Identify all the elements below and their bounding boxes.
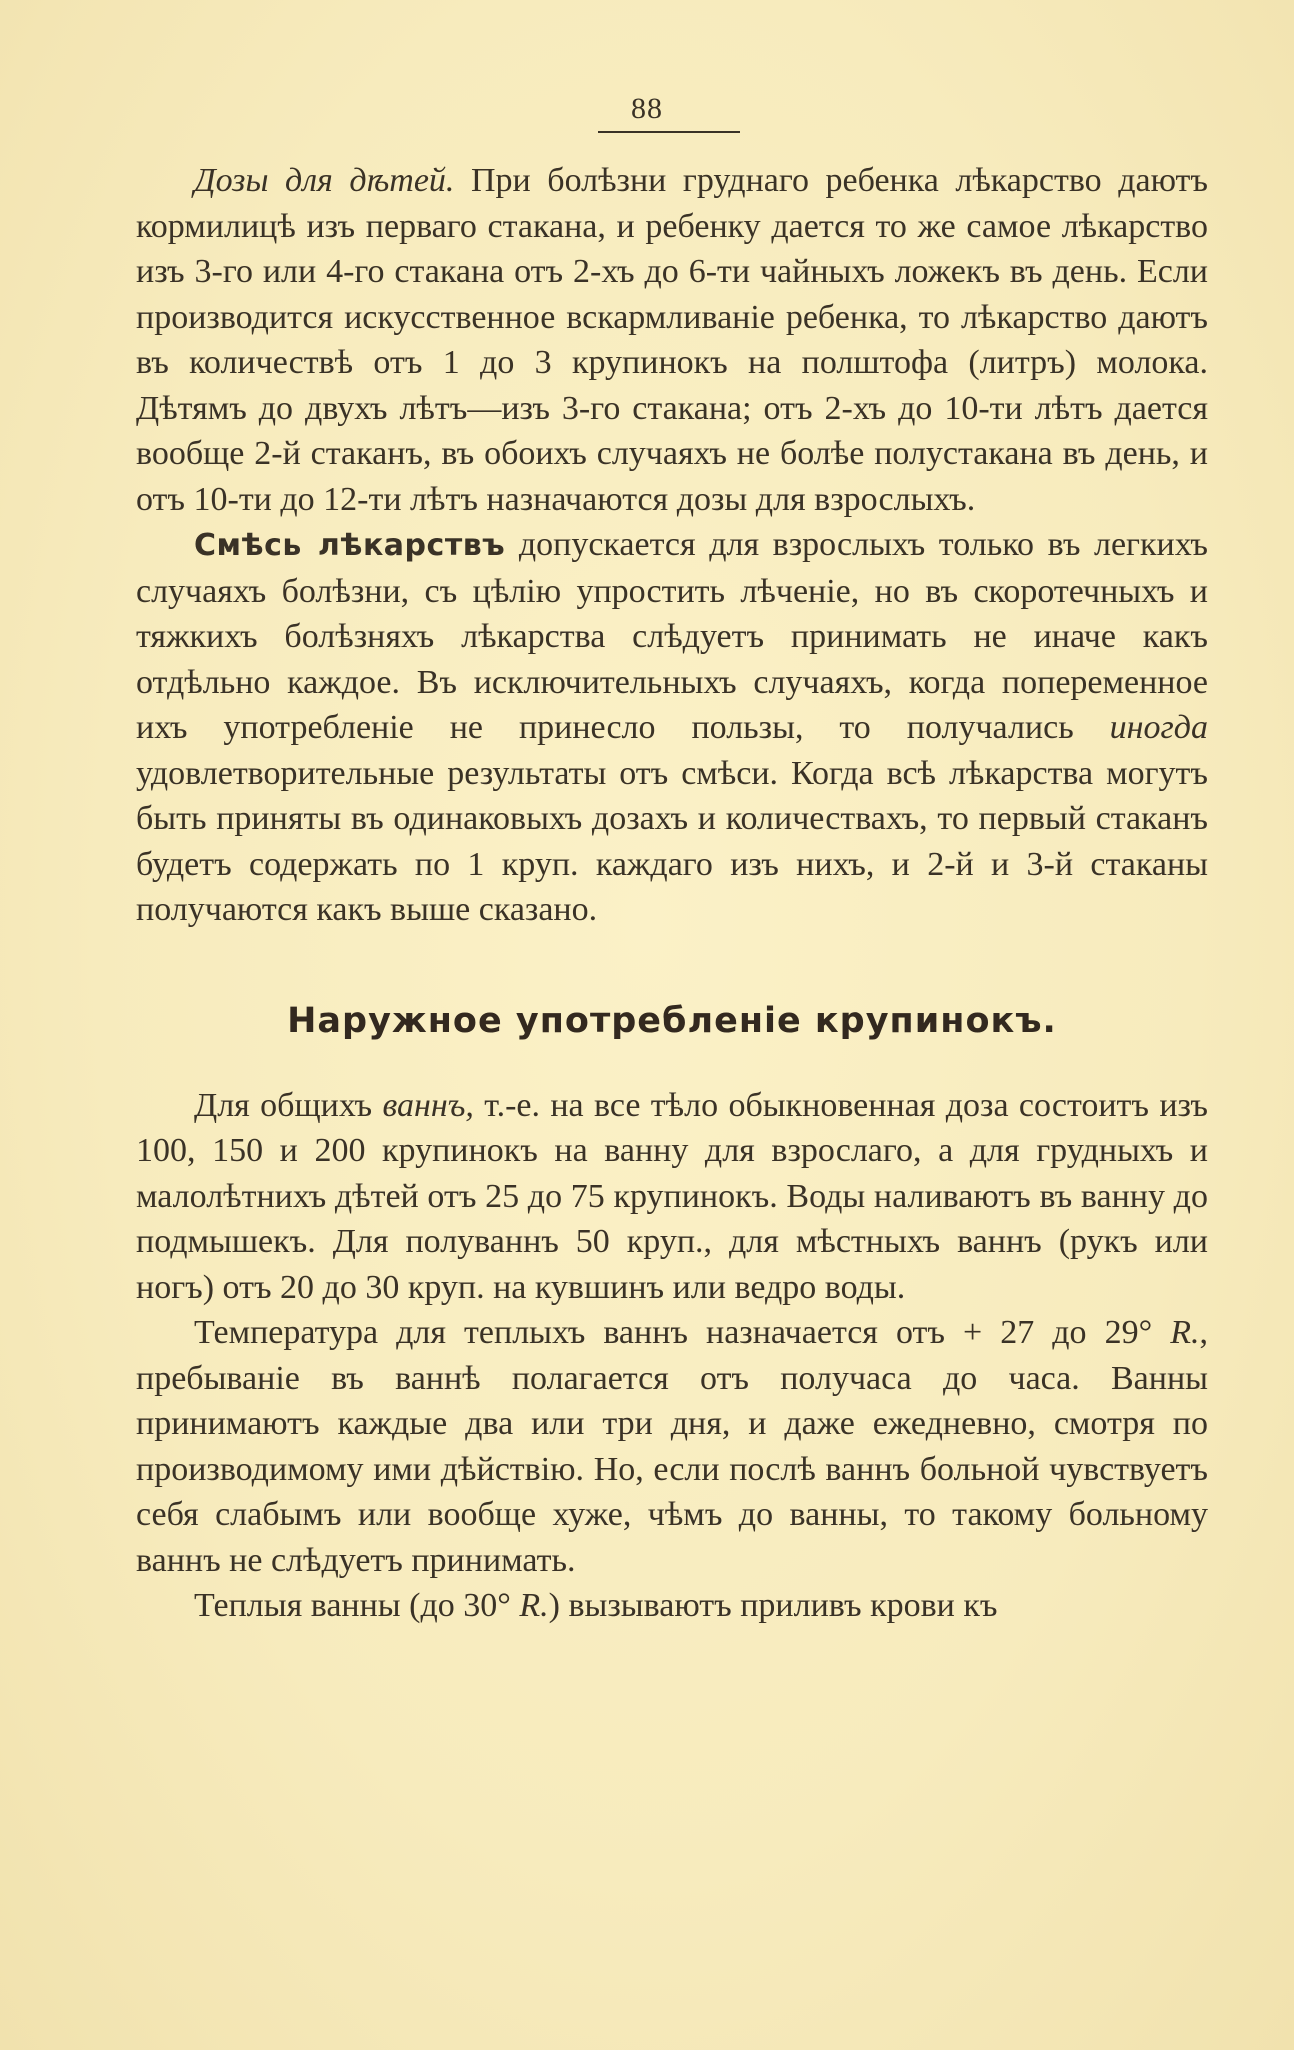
paragraph-italic-word: R. — [519, 1587, 549, 1624]
paragraph-italic-word: R. — [1170, 1314, 1200, 1351]
paragraph-lead-bold: Смѣсь лѣкарствъ — [194, 528, 506, 563]
paragraph-text: , пребываніе въ ваннѣ полагается отъ получаса до часа. Ванны принимаютъ каждые два или три дня, и даже ежедневно, смотря по производимому ими дѣйствію. Но, если послѣ ваннъ больной чувствуетъ себя слабымъ или вообще хуже, чѣмъ до ванны, то такому больному ваннъ не слѣдуетъ принимать. — [136, 1314, 1208, 1579]
paragraph-general-baths — [136, 1083, 1208, 1311]
paragraph-italic-word: иногда — [1109, 709, 1208, 746]
paragraph-text: ) вызываютъ приливъ крови къ — [548, 1587, 998, 1624]
paragraph-text: удовлетворительные результаты отъ смѣси. Когда всѣ лѣкарства могутъ быть приняты въ одинаковыхъ дозахъ и количествахъ, то первый стаканъ будетъ содержать по 1 круп. каждаго изъ нихъ, и 2-й и 3-й стаканы получаются какъ выше сказано. — [136, 754, 1208, 928]
paragraph-italic-word: ваннъ, — [382, 1086, 474, 1124]
paragraph-text: Теплыя ванны (до 30° — [194, 1587, 520, 1624]
paragraph-warm-baths — [136, 1583, 1208, 1629]
header-rule — [598, 131, 740, 133]
paragraph-text: Температура для теплыхъ ваннъ назначается отъ + 27 до 29° — [194, 1314, 1171, 1351]
paragraph-mixture-of-medicines — [136, 522, 1208, 933]
page-body — [136, 158, 1208, 1629]
paragraph-text: допускается для взрослыхъ только въ легкихъ случаяхъ болѣзни, съ цѣлію упростить лѣченіе, но въ скоротечныхъ и тяжкихъ болѣзняхъ лѣкарства слѣдуетъ принимать не иначе какъ отдѣльно каждое. Въ исключительныхъ случаяхъ, когда попеременное ихъ употребленіе не принесло пользы, то получались — [136, 526, 1208, 746]
section-heading: Наружное употребленіе крупинокъ. — [287, 1000, 1057, 1041]
paragraph-text: Для общихъ — [194, 1086, 383, 1124]
paragraph-text: т.-е. на все тѣло обыкновенная доза состоитъ изъ 100, 150 и 200 крупинокъ на ванну для взрослаго, а для грудныхъ и малолѣтнихъ дѣтей отъ 25 до 75 крупинокъ. Воды наливаютъ въ ванну до подмышекъ. Для полуваннъ 50 круп., для мѣстныхъ ваннъ (рукъ или ногъ) отъ 20 до 30 круп. на кувшинъ или ведро воды. — [136, 1086, 1208, 1306]
paragraph-doses-for-children — [136, 158, 1208, 522]
page-number: 88 — [631, 92, 663, 125]
paragraph-bath-temperature — [136, 1310, 1208, 1583]
paragraph-text: При болѣзни груднаго ребенка лѣкарство даютъ кормилицѣ изъ перваго стакана, и ребенку дается то же самое лѣкарство изъ 3-го или 4-го стакана отъ 2-хъ до 6-ти чайныхъ ложекъ въ день. Если производится искусственное вскармливаніе ребенка, то лѣкарство даютъ въ количествѣ отъ 1 до 3 крупинокъ на полштофа (литръ) молока. Дѣтямъ до двухъ лѣтъ—изъ 3-го стакана; отъ 2-хъ до 10-ти лѣтъ дается вообще 2-й стаканъ, въ обоихъ случаяхъ не болѣе полустакана въ день, и отъ 10-ти до 12-ти лѣтъ назначаются дозы для взрослыхъ. — [136, 162, 1208, 518]
paragraph-lead-italic: Дозы для дѣтей. — [194, 162, 455, 199]
